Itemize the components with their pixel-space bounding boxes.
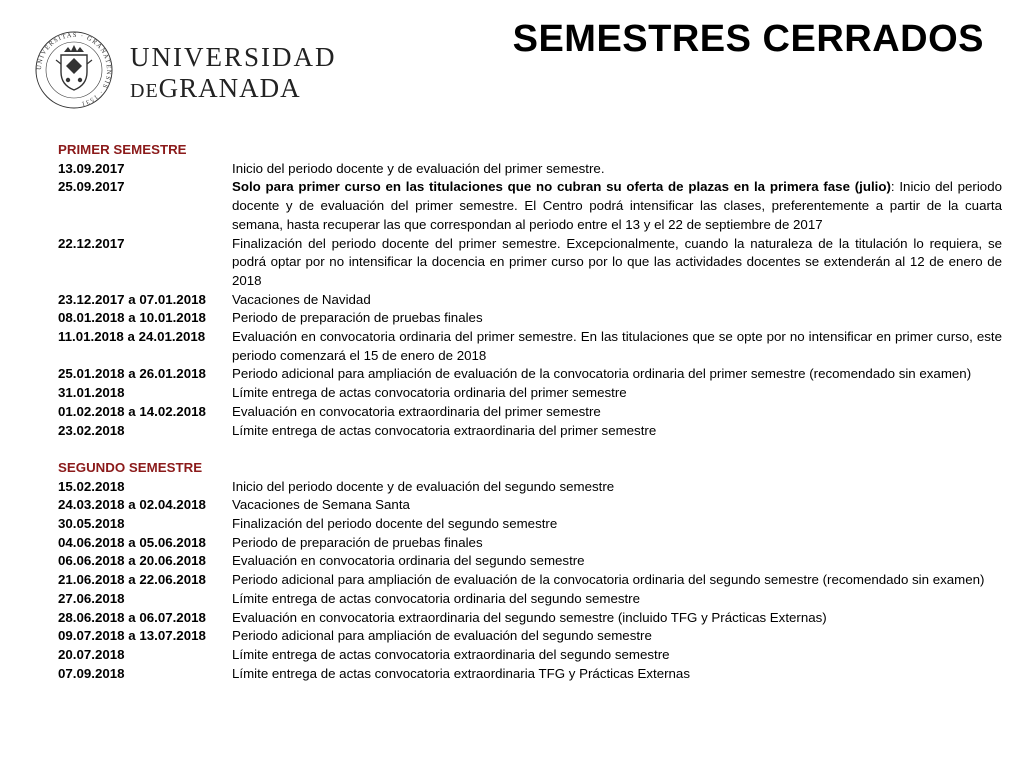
row-description-text: Inicio del periodo docente y de evaluación del primer semestre.: [232, 160, 605, 176]
row-date: 06.06.2018 a 20.06.2018: [58, 553, 206, 569]
row-description: [232, 309, 1002, 328]
university-name-prefix: DE: [130, 80, 159, 102]
calendar-row: [58, 571, 1002, 590]
row-date: 08.01.2018 a 10.01.2018: [58, 310, 206, 326]
calendar-row: [58, 178, 1002, 234]
calendar-row: [58, 496, 1002, 515]
calendar-row: [58, 235, 1002, 291]
row-description: [232, 291, 1002, 310]
university-name-line2: [130, 75, 337, 102]
row-description: [232, 403, 1002, 422]
row-description-text: Evaluación en convocatoria ordinaria del segundo semestre: [232, 553, 585, 569]
row-description-text: Vacaciones de Navidad: [232, 291, 371, 307]
row-description-text: Inicio del periodo docente y de evaluación del segundo semestre: [232, 478, 615, 494]
university-name-city: GRANADA: [158, 73, 301, 103]
row-description-text: Límite entrega de actas convocatoria ordinaria del primer semestre: [232, 385, 627, 401]
row-description: [232, 534, 1002, 553]
row-date: 25.01.2018 a 26.01.2018: [58, 366, 206, 382]
calendar-row: [58, 515, 1002, 534]
row-description: [232, 178, 1002, 234]
row-description-emphasis: Solo para primer curso en las titulaciones que no cubran su oferta de plazas en la primera fase (julio): [232, 179, 891, 195]
row-description: [232, 235, 1002, 291]
calendar-row: [58, 534, 1002, 553]
university-name: [130, 44, 337, 102]
row-description: [232, 328, 1002, 365]
row-date: 24.03.2018 a 02.04.2018: [58, 497, 206, 513]
row-date: 15.02.2018: [58, 478, 125, 494]
row-date: 13.09.2017: [58, 160, 125, 176]
section-heading: PRIMER SEMESTRE: [58, 142, 187, 157]
row-description-text: Límite entrega de actas convocatoria ordinaria del segundo semestre: [232, 590, 641, 606]
calendar-row: [58, 365, 1002, 384]
row-date: 01.02.2018 a 14.02.2018: [58, 403, 206, 419]
calendar-row: [58, 665, 1002, 684]
row-date: 31.01.2018: [58, 385, 125, 401]
calendar-row: [58, 291, 1002, 310]
row-description: [232, 384, 1002, 403]
row-description: [232, 422, 1002, 441]
calendar-row: [58, 384, 1002, 403]
calendar-row: [58, 309, 1002, 328]
calendar-row: [58, 646, 1002, 665]
calendar-row: [58, 609, 1002, 628]
row-date: 28.06.2018 a 06.07.2018: [58, 609, 206, 625]
row-description-text: Vacaciones de Semana Santa: [232, 497, 410, 513]
row-description-text: Periodo adicional para ampliación de evaluación de la convocatoria ordinaria del segundo semestre (recomendado sin examen): [232, 572, 985, 588]
calendar-row: [58, 160, 1002, 179]
row-date: 20.07.2018: [58, 646, 125, 662]
row-description-text: Evaluación en convocatoria extraordinaria del segundo semestre (incluido TFG y Prácticas Externas): [232, 609, 827, 625]
calendar-row: [58, 478, 1002, 497]
row-description: [232, 665, 1002, 684]
section-spacer: [58, 440, 1002, 459]
row-date: 30.05.2018: [58, 516, 125, 532]
row-description-text: Evaluación en convocatoria extraordinaria del primer semestre: [232, 403, 601, 419]
row-description-text: : Inicio del periodo docente y de evaluación del primer semestre. El Centro podrá intensificar las clases, preferentemente a partir de la cuarta semana, hasta recuperar las que correspondan al periodo entre el 13 y el 22 de septiembre de 2017: [232, 179, 1002, 232]
row-date: 22.12.2017: [58, 235, 125, 251]
row-description-text: Límite entrega de actas convocatoria extraordinaria del segundo semestre: [232, 646, 670, 662]
calendar-row: [58, 552, 1002, 571]
row-description-text: Evaluación en convocatoria ordinaria del primer semestre. En las titulaciones que se opte por no intensificar en primer curso, este periodo comenzará el 15 de enero de 2018: [232, 329, 1002, 363]
university-seal-icon: [34, 30, 114, 110]
row-description: [232, 627, 1002, 646]
row-description-text: Límite entrega de actas convocatoria extraordinaria del primer semestre: [232, 422, 657, 438]
row-date: 23.12.2017 a 07.01.2018: [58, 291, 206, 307]
row-description: [232, 496, 1002, 515]
row-description-text: Límite entrega de actas convocatoria extraordinaria TFG y Prácticas Externas: [232, 665, 690, 681]
row-description: [232, 478, 1002, 497]
page-title: SEMESTRES CERRADOS: [512, 18, 984, 60]
row-description: [232, 646, 1002, 665]
section-heading: SEGUNDO SEMESTRE: [58, 459, 203, 475]
row-description-text: Periodo de preparación de pruebas finales: [232, 310, 483, 326]
row-description: [232, 590, 1002, 609]
row-date: 23.02.2018: [58, 422, 125, 438]
calendar-content: [58, 141, 1002, 683]
calendar-row: [58, 328, 1002, 365]
row-date: 04.06.2018 a 05.06.2018: [58, 534, 206, 550]
row-description-text: Periodo de preparación de pruebas finales: [232, 534, 483, 550]
row-description: [232, 571, 1002, 590]
row-description: [232, 515, 1002, 534]
row-description: [232, 552, 1002, 571]
row-description: [232, 609, 1002, 628]
row-date: 11.01.2018 a 24.01.2018: [58, 329, 206, 345]
calendar-row: [58, 590, 1002, 609]
row-description-text: Finalización del periodo docente del primer semestre. Excepcionalmente, cuando la naturaleza de la titulación lo requiera, se podrá optar por no intensificar la docencia en primer curso por lo que las actividades docentes se extenderán al 12 de enero de 2018: [232, 235, 1002, 288]
calendar-row: [58, 627, 1002, 646]
calendar-row: [58, 422, 1002, 441]
university-logo: [34, 30, 337, 110]
row-description-text: Finalización del periodo docente del segundo semestre: [232, 516, 558, 532]
row-date: 27.06.2018: [58, 590, 125, 606]
row-date: 25.09.2017: [58, 179, 125, 195]
row-date: 07.09.2018: [58, 665, 125, 681]
row-description: [232, 365, 1002, 384]
row-description: [232, 160, 1002, 179]
university-name-line1: UNIVERSIDAD: [130, 42, 337, 72]
calendar-row: [58, 403, 1002, 422]
seal-text: UNIVERSITAS · GRANATENSIS · 1531: [35, 31, 113, 108]
row-date: 21.06.2018 a 22.06.2018: [58, 572, 206, 588]
row-date: 09.07.2018 a 13.07.2018: [58, 628, 206, 644]
row-description-text: Periodo adicional para ampliación de evaluación del segundo semestre: [232, 628, 652, 644]
row-description-text: Periodo adicional para ampliación de evaluación de la convocatoria ordinaria del primer semestre (recomendado sin examen): [232, 366, 972, 382]
